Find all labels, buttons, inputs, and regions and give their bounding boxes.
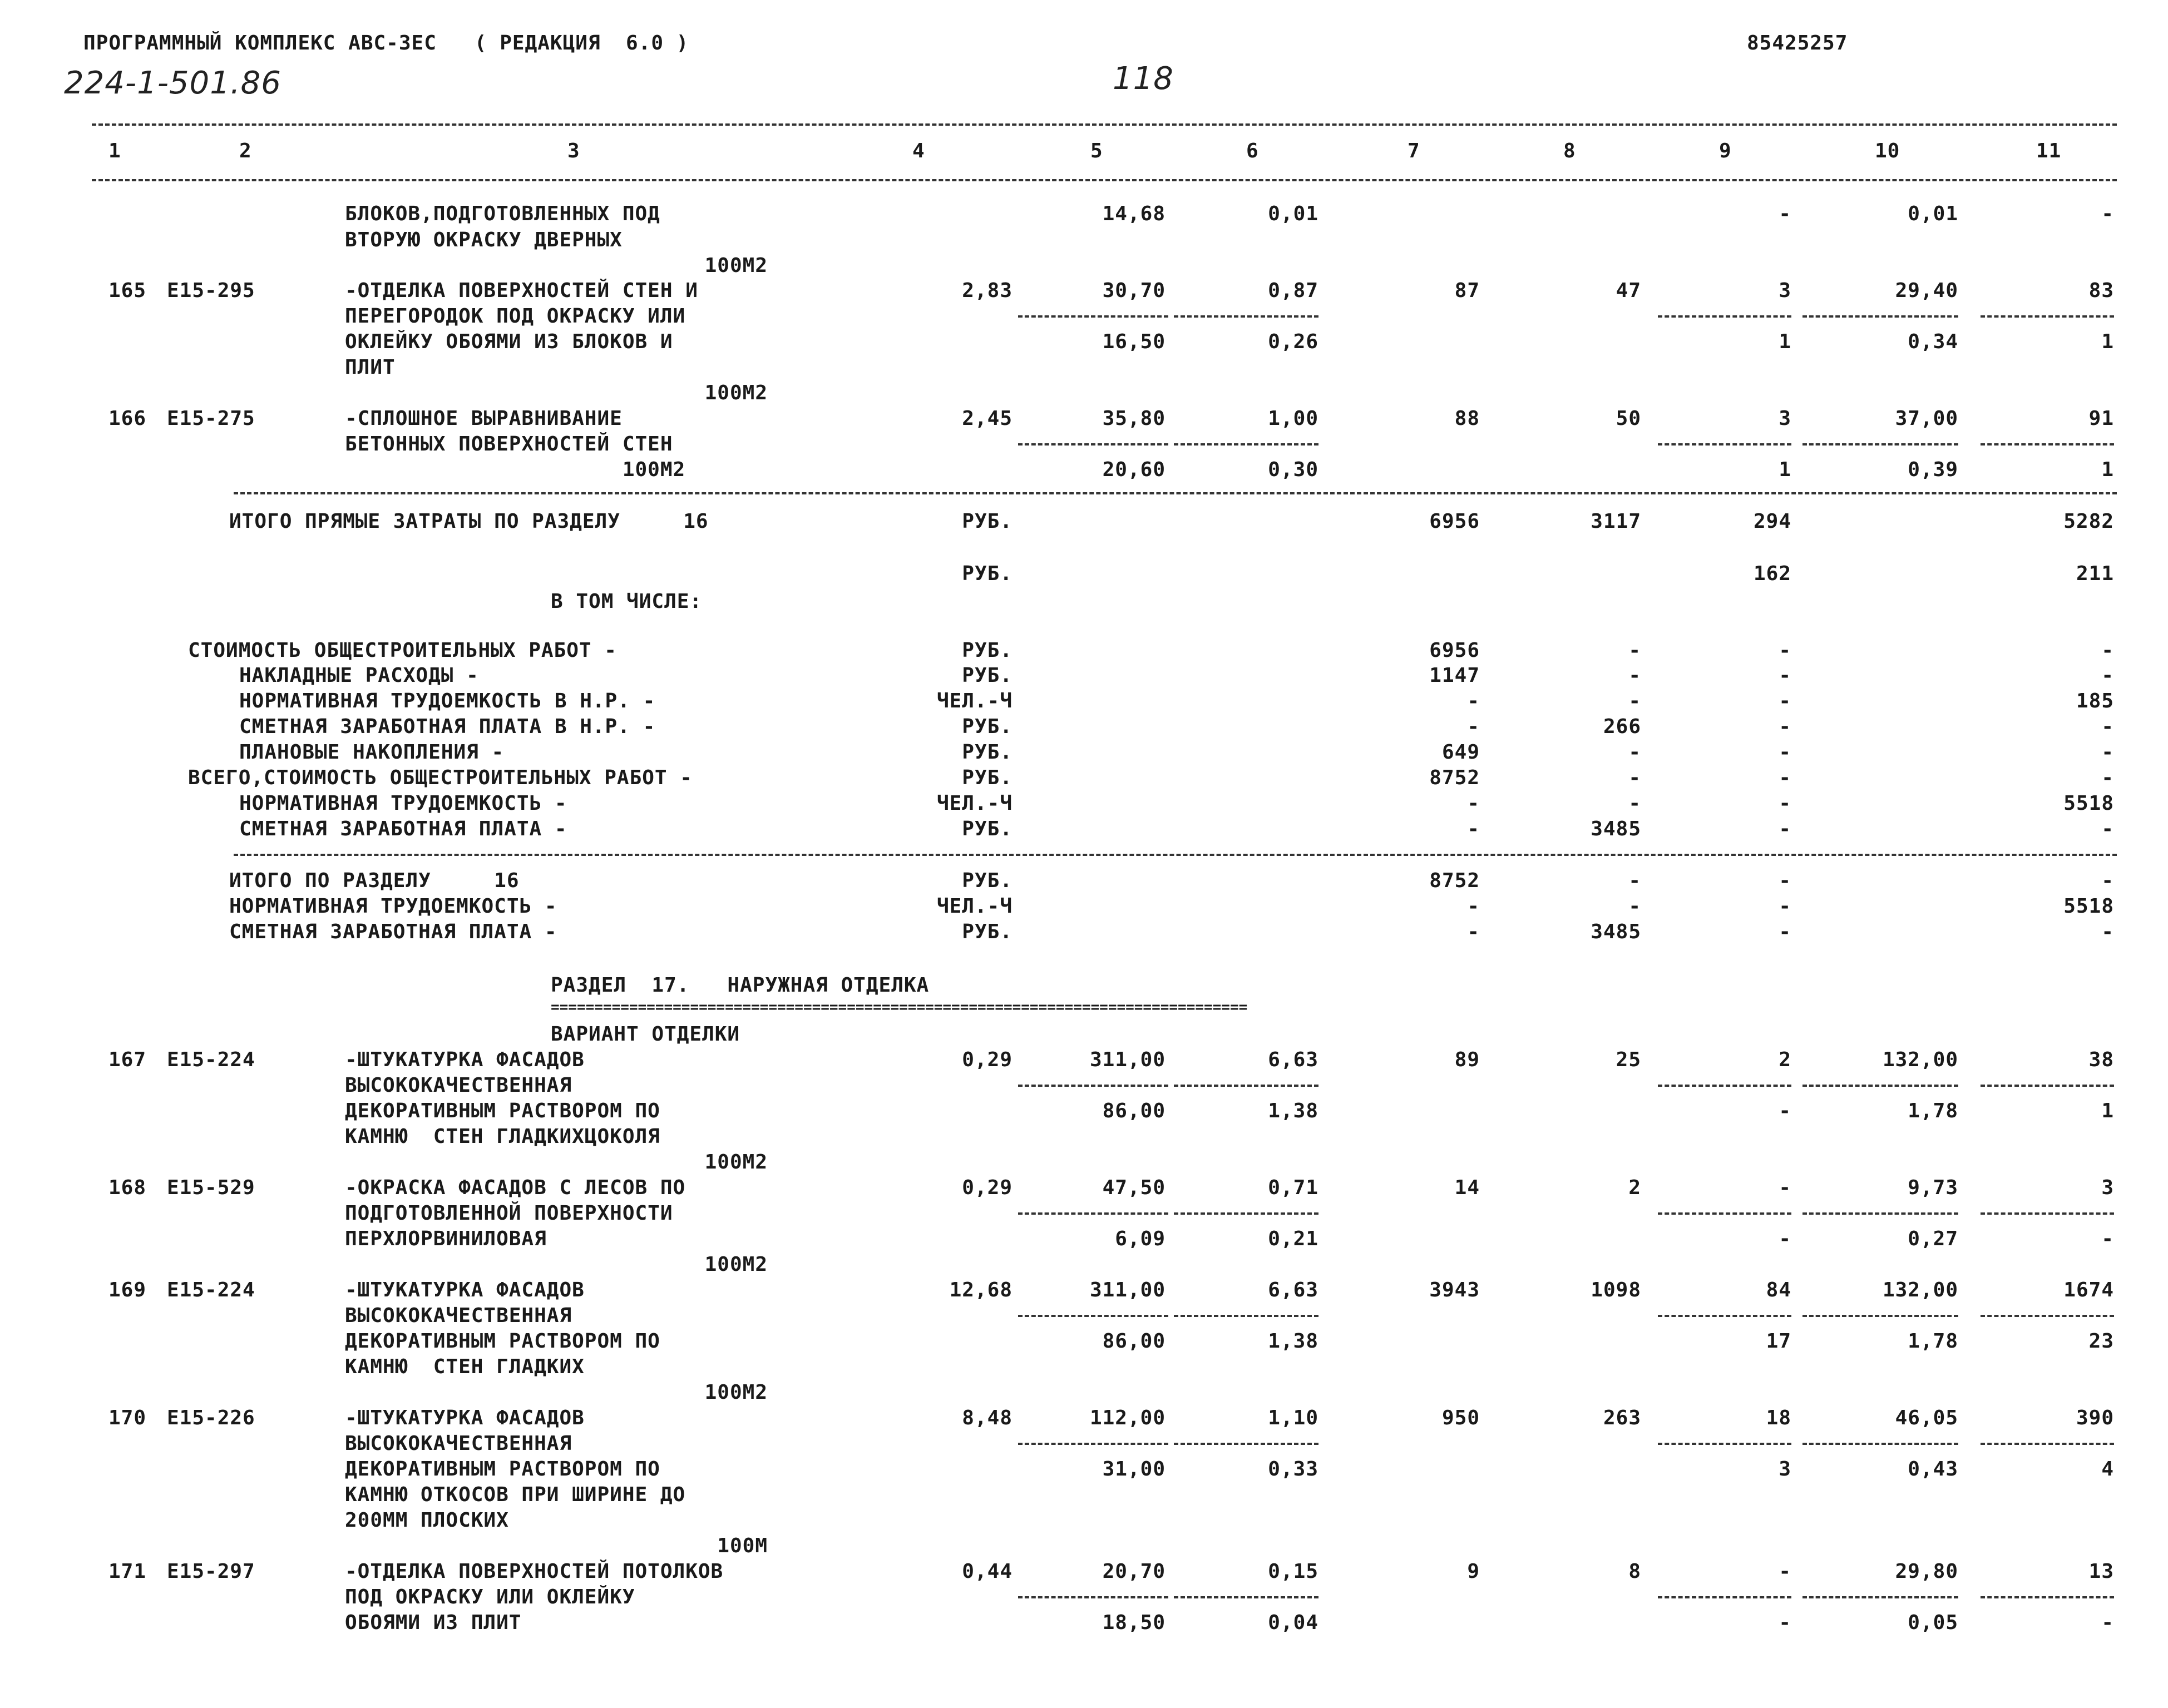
cell-c9: - (1779, 1100, 1791, 1122)
cell-c7: 88 (1454, 407, 1480, 430)
value-separator (1802, 443, 1958, 445)
cell-c9: - (1779, 766, 1791, 789)
cell-c6: 0,21 (1268, 1227, 1318, 1250)
item-number: 170 (108, 1407, 147, 1429)
cell-c6: 0,01 (1268, 202, 1318, 225)
value-separator (1981, 443, 2114, 445)
item-number: 165 (108, 279, 147, 302)
cell-c11: 4 (2101, 1458, 2114, 1481)
cell-c7: 3943 (1429, 1279, 1480, 1301)
value-separator (1018, 1212, 1168, 1215)
cell-c4: 8,48 (962, 1407, 1013, 1429)
cell-c6: 0,26 (1268, 330, 1318, 353)
cell-c5: 20,70 (1102, 1560, 1166, 1583)
summary-label: ПЛАНОВЫЕ НАКОПЛЕНИЯ - (239, 741, 505, 764)
cell-c5: 47,50 (1102, 1176, 1166, 1199)
work-description: -ШТУКАТУРКА ФАСАДОВ (345, 1048, 585, 1071)
cell-c9: 3 (1779, 407, 1791, 430)
column-header-8: 8 (1563, 140, 1576, 162)
document-number: 224-1-501.86 (64, 65, 282, 101)
work-description: ВЫСОКОКАЧЕСТВЕННАЯ (345, 1074, 572, 1097)
cell-c8: 8 (1628, 1560, 1641, 1583)
cell-c7: - (1467, 895, 1480, 918)
cell-c5: 18,50 (1102, 1611, 1166, 1634)
cell-c10: 0,34 (1908, 330, 1958, 353)
cell-c8: 1098 (1591, 1279, 1641, 1301)
value-separator (1174, 1596, 1318, 1598)
cell-c5: 16,50 (1102, 330, 1166, 353)
work-description: ДЕКОРАТИВНЫМ РАСТВОРОМ ПО (345, 1458, 660, 1481)
norm-code: Е15-529 (167, 1176, 255, 1199)
cell-c9: - (1779, 690, 1791, 712)
cell-c8: 266 (1603, 715, 1641, 738)
cell-c4: РУБ. (962, 510, 1013, 533)
total-label: ИТОГО ПРЯМЫЕ ЗАТРАТЫ ПО РАЗДЕЛУ 16 (229, 510, 709, 533)
cell-c7: 6956 (1429, 510, 1480, 533)
column-header-2: 2 (239, 140, 252, 162)
cell-c4: 0,29 (962, 1176, 1013, 1199)
cell-c4: РУБ. (962, 664, 1013, 687)
summary-label: НАКЛАДНЫЕ РАСХОДЫ - (239, 664, 479, 687)
value-separator (1174, 1443, 1318, 1445)
cell-c11: - (2101, 766, 2114, 789)
summary-label: СТОИМОСТЬ ОБЩЕСТРОИТЕЛЬНЫХ РАБОТ - (188, 639, 617, 662)
cell-c9: - (1779, 895, 1791, 918)
item-number: 171 (108, 1560, 147, 1583)
cell-c5: 86,00 (1102, 1330, 1166, 1353)
cell-c7: 950 (1441, 1407, 1480, 1429)
summary-label: НОРМАТИВНАЯ ТРУДОЕМКОСТЬ - (239, 792, 567, 815)
cell-c7: 8752 (1429, 766, 1480, 789)
cell-c11: 185 (2076, 690, 2114, 712)
cell-c7: 89 (1454, 1048, 1480, 1071)
cell-c4: 0,29 (962, 1048, 1013, 1071)
cell-c10: 0,39 (1908, 458, 1958, 481)
cell-c8: 47 (1616, 279, 1641, 302)
cell-c9: - (1779, 639, 1791, 662)
cell-c10: 1,78 (1908, 1330, 1958, 1353)
cell-c9: 3 (1779, 279, 1791, 302)
work-description: ОБОЯМИ ИЗ ПЛИТ (345, 1611, 522, 1634)
work-description: ДЕКОРАТИВНЫМ РАСТВОРОМ ПО (345, 1330, 660, 1353)
cell-c6: 0,71 (1268, 1176, 1318, 1199)
section-divider (234, 492, 2117, 494)
cell-c11: 3 (2101, 1176, 2114, 1199)
work-description: -ОКРАСКА ФАСАДОВ С ЛЕСОВ ПО (345, 1176, 686, 1199)
cell-c9: - (1779, 1611, 1791, 1634)
cell-c8: 3485 (1591, 818, 1641, 840)
cell-c8: 50 (1616, 407, 1641, 430)
cell-c5: 86,00 (1102, 1100, 1166, 1122)
cell-c5: 35,80 (1102, 407, 1166, 430)
summary-label: СМЕТНАЯ ЗАРАБОТНАЯ ПЛАТА - (239, 818, 567, 840)
cell-c11: 83 (2088, 279, 2114, 302)
summary-label: СМЕТНАЯ ЗАРАБОТНАЯ ПЛАТА - (229, 920, 557, 943)
cell-c8: 3117 (1591, 510, 1641, 533)
cell-c9: - (1779, 202, 1791, 225)
cell-c9: 1 (1779, 330, 1791, 353)
cell-c9: 84 (1766, 1279, 1791, 1301)
cell-c11: 13 (2088, 1560, 2114, 1583)
value-separator (1018, 1315, 1168, 1317)
value-separator (1174, 1085, 1318, 1087)
work-description: 100М2 (345, 458, 686, 481)
column-header-6: 6 (1246, 140, 1259, 162)
cell-c9: 17 (1766, 1330, 1791, 1353)
cell-c11: 1 (2101, 458, 2114, 481)
cell-c7: - (1467, 792, 1480, 815)
cell-c10: 29,80 (1895, 1560, 1958, 1583)
value-separator (1018, 1443, 1168, 1445)
cell-c6: 6,63 (1268, 1048, 1318, 1071)
cell-c6: 0,15 (1268, 1560, 1318, 1583)
cell-c9: 2 (1779, 1048, 1791, 1071)
cell-c5: 311,00 (1089, 1048, 1166, 1071)
cell-c4: ЧЕЛ.-Ч (936, 690, 1013, 712)
cell-c6: 1,10 (1268, 1407, 1318, 1429)
page-number: 118 (1113, 61, 1174, 97)
work-description: КАМНЮ ОТКОСОВ ПРИ ШИРИНЕ ДО (345, 1483, 686, 1506)
work-description: -ШТУКАТУРКА ФАСАДОВ (345, 1407, 585, 1429)
cell-c8: 263 (1603, 1407, 1641, 1429)
cell-c11: - (2101, 1611, 2114, 1634)
cell-c8: 2 (1628, 1176, 1641, 1199)
value-separator (1802, 315, 1958, 318)
column-header-10: 10 (1875, 140, 1900, 162)
item-number: 166 (108, 407, 147, 430)
section-divider (234, 854, 2117, 856)
cell-c4: РУБ. (962, 715, 1013, 738)
summary-label: НОРМАТИВНАЯ ТРУДОЕМКОСТЬ - (229, 895, 557, 918)
item-number: 169 (108, 1279, 147, 1301)
unit-label: 100М2 (704, 1151, 768, 1174)
cell-c9: - (1779, 1176, 1791, 1199)
cell-c4: РУБ. (962, 741, 1013, 764)
unit-label: 100М (717, 1534, 768, 1557)
cell-c6: 1,00 (1268, 407, 1318, 430)
cell-c11: 211 (2076, 562, 2114, 585)
cell-c7: - (1467, 690, 1480, 712)
cell-c9: - (1779, 818, 1791, 840)
column-header-1: 1 (108, 140, 121, 162)
cell-c11: - (2101, 715, 2114, 738)
cell-c7: 14 (1454, 1176, 1480, 1199)
value-separator (1981, 1443, 2114, 1445)
unit-label: 100М2 (704, 254, 768, 277)
cell-c11: - (2101, 1227, 2114, 1250)
work-description: БЕТОННЫХ ПОВЕРХНОСТЕЙ СТЕН (345, 433, 673, 456)
cell-c11: - (2101, 664, 2114, 687)
work-description: -СПЛОШНОЕ ВЫРАВНИВАНИЕ (345, 407, 623, 430)
cell-c8: - (1628, 639, 1641, 662)
cell-c11: - (2101, 639, 2114, 662)
cell-c5: 6,09 (1115, 1227, 1166, 1250)
value-separator (1658, 1443, 1791, 1445)
column-header-3: 3 (567, 140, 580, 162)
summary-label: СМЕТНАЯ ЗАРАБОТНАЯ ПЛАТА В Н.Р. - (239, 715, 656, 738)
section-heading: ВАРИАНТ ОТДЕЛКИ (551, 1023, 740, 1046)
cell-c7: 8752 (1429, 869, 1480, 892)
cell-c11: - (2101, 869, 2114, 892)
cell-c4: РУБ. (962, 869, 1013, 892)
cell-c9: - (1779, 741, 1791, 764)
cell-c6: 0,87 (1268, 279, 1318, 302)
value-separator (1802, 1085, 1958, 1087)
cell-c6: 1,38 (1268, 1100, 1318, 1122)
value-separator (1018, 1085, 1168, 1087)
cell-c11: - (2101, 818, 2114, 840)
cell-c9: 294 (1753, 510, 1791, 533)
cell-c4: РУБ. (962, 818, 1013, 840)
cell-c4: РУБ. (962, 562, 1013, 585)
value-separator (1658, 1085, 1791, 1087)
cell-c4: ЧЕЛ.-Ч (936, 792, 1013, 815)
work-description: КАМНЮ СТЕН ГЛАДКИХЦОКОЛЯ (345, 1125, 660, 1148)
cell-c11: 1 (2101, 330, 2114, 353)
cell-c9: 162 (1753, 562, 1791, 585)
work-description: КАМНЮ СТЕН ГЛАДКИХ (345, 1355, 585, 1378)
cell-c5: 20,60 (1102, 458, 1166, 481)
cell-c11: - (2101, 920, 2114, 943)
value-separator (1981, 1085, 2114, 1087)
cell-c10: 46,05 (1895, 1407, 1958, 1429)
section-heading: РАЗДЕЛ 17. НАРУЖНАЯ ОТДЕЛКА (551, 974, 930, 997)
unit-label: 100М2 (704, 1381, 768, 1404)
cell-c5: 14,68 (1102, 202, 1166, 225)
work-description: ПЕРЕГОРОДОК ПОД ОКРАСКУ ИЛИ (345, 305, 686, 328)
cell-c4: 0,44 (962, 1560, 1013, 1583)
summary-label: ВСЕГО,СТОИМОСТЬ ОБЩЕСТРОИТЕЛЬНЫХ РАБОТ - (188, 766, 693, 789)
cell-c10: 9,73 (1908, 1176, 1958, 1199)
unit-label: 100М2 (704, 1253, 768, 1276)
work-description: ВЫСОКОКАЧЕСТВЕННАЯ (345, 1432, 572, 1455)
cell-c9: - (1779, 715, 1791, 738)
norm-code: Е15-295 (167, 279, 255, 302)
cell-c11: - (2101, 202, 2114, 225)
cell-c10: 1,78 (1908, 1100, 1958, 1122)
work-description: ВЫСОКОКАЧЕСТВЕННАЯ (345, 1304, 572, 1327)
value-separator (1658, 1596, 1791, 1598)
cell-c5: 31,00 (1102, 1458, 1166, 1481)
cell-c7: 87 (1454, 279, 1480, 302)
cell-c6: 1,38 (1268, 1330, 1318, 1353)
work-description: ПОД ОКРАСКУ ИЛИ ОКЛЕЙКУ (345, 1586, 635, 1608)
column-header-11: 11 (2036, 140, 2062, 162)
cell-c4: 2,83 (962, 279, 1013, 302)
item-number: 168 (108, 1176, 147, 1199)
cell-c7: - (1467, 920, 1480, 943)
column-header-5: 5 (1090, 140, 1103, 162)
cell-c9: - (1779, 869, 1791, 892)
cell-c10: 132,00 (1882, 1279, 1958, 1301)
value-separator (1658, 1212, 1791, 1215)
cell-c11: 1674 (2063, 1279, 2114, 1301)
cell-c11: 1 (2101, 1100, 2114, 1122)
cell-c7: 6956 (1429, 639, 1480, 662)
work-description: ДЕКОРАТИВНЫМ РАСТВОРОМ ПО (345, 1100, 660, 1122)
cell-c5: 112,00 (1089, 1407, 1166, 1429)
cell-c11: - (2101, 741, 2114, 764)
work-description: -ОТДЕЛКА ПОВЕРХНОСТЕЙ СТЕН И (345, 279, 698, 302)
cell-c11: 23 (2088, 1330, 2114, 1353)
value-separator (1802, 1315, 1958, 1317)
value-separator (1658, 315, 1791, 318)
norm-code: Е15-275 (167, 407, 255, 430)
program-header: ПРОГРАММНЫЙ КОМПЛЕКС АВС-ЗЕС ( РЕДАКЦИЯ 6.0 ) (83, 32, 689, 55)
header-bottom-divider (92, 179, 2117, 181)
cell-c9: - (1779, 920, 1791, 943)
work-description: ПОДГОТОВЛЕННОЙ ПОВЕРХНОСТИ (345, 1202, 673, 1225)
value-separator (1018, 315, 1168, 318)
summary-label: ИТОГО ПО РАЗДЕЛУ 16 (229, 869, 520, 892)
cell-c7: 649 (1441, 741, 1480, 764)
cell-c5: 311,00 (1089, 1279, 1166, 1301)
cell-c11: 5518 (2063, 895, 2114, 918)
column-header-4: 4 (912, 140, 925, 162)
cell-c6: 0,30 (1268, 458, 1318, 481)
value-separator (1981, 1315, 2114, 1317)
work-description: 200ММ ПЛОСКИХ (345, 1509, 509, 1532)
summary-label: НОРМАТИВНАЯ ТРУДОЕМКОСТЬ В Н.Р. - (239, 690, 656, 712)
work-description: ПЕРХЛОРВИНИЛОВАЯ (345, 1227, 547, 1250)
value-separator (1174, 315, 1318, 318)
cell-c10: 29,40 (1895, 279, 1958, 302)
cell-c9: 3 (1779, 1458, 1791, 1481)
norm-code: Е15-224 (167, 1048, 255, 1071)
item-number: 167 (108, 1048, 147, 1071)
value-separator (1802, 1596, 1958, 1598)
work-description: ВТОРУЮ ОКРАСКУ ДВЕРНЫХ (345, 229, 623, 251)
cell-c8: - (1628, 895, 1641, 918)
cell-c9: - (1779, 792, 1791, 815)
cell-c7: - (1467, 818, 1480, 840)
cell-c8: - (1628, 766, 1641, 789)
cell-c8: 25 (1616, 1048, 1641, 1071)
cell-c5: 30,70 (1102, 279, 1166, 302)
cell-c10: 0,27 (1908, 1227, 1958, 1250)
value-separator (1802, 1212, 1958, 1215)
work-description: -ОТДЕЛКА ПОВЕРХНОСТЕЙ ПОТОЛКОВ (345, 1560, 724, 1583)
cell-c9: - (1779, 1560, 1791, 1583)
cell-c8: - (1628, 741, 1641, 764)
cell-c11: 5282 (2063, 510, 2114, 533)
cell-c6: 6,63 (1268, 1279, 1318, 1301)
column-header-9: 9 (1719, 140, 1732, 162)
cell-c10: 0,05 (1908, 1611, 1958, 1634)
cell-c6: 0,04 (1268, 1611, 1318, 1634)
value-separator (1174, 1212, 1318, 1215)
document-code: 85425257 (1747, 32, 1848, 55)
value-separator (1018, 1596, 1168, 1598)
cell-c9: 18 (1766, 1407, 1791, 1429)
work-description: ПЛИТ (345, 356, 396, 379)
cell-c4: 12,68 (949, 1279, 1013, 1301)
cell-c11: 91 (2088, 407, 2114, 430)
section-heading: В ТОМ ЧИСЛЕ: (551, 590, 703, 613)
value-separator (1018, 443, 1168, 445)
value-separator (1981, 1596, 2114, 1598)
work-description: ОКЛЕЙКУ ОБОЯМИ ИЗ БЛОКОВ И (345, 330, 673, 353)
cell-c9: 1 (1779, 458, 1791, 481)
cell-c11: 5518 (2063, 792, 2114, 815)
value-separator (1174, 443, 1318, 445)
norm-code: Е15-226 (167, 1407, 255, 1429)
header-top-divider (92, 123, 2117, 126)
cell-c9: - (1779, 1227, 1791, 1250)
cell-c4: РУБ. (962, 920, 1013, 943)
cell-c7: 1147 (1429, 664, 1480, 687)
cell-c4: ЧЕЛ.-Ч (936, 895, 1013, 918)
cell-c11: 390 (2076, 1407, 2114, 1429)
cell-c7: - (1467, 715, 1480, 738)
cell-c10: 37,00 (1895, 407, 1958, 430)
value-separator (1658, 443, 1791, 445)
value-separator (1802, 1443, 1958, 1445)
cell-c8: - (1628, 664, 1641, 687)
cell-c8: 3485 (1591, 920, 1641, 943)
cell-c10: 0,43 (1908, 1458, 1958, 1481)
cell-c11: 38 (2088, 1048, 2114, 1071)
cell-c4: РУБ. (962, 639, 1013, 662)
cell-c8: - (1628, 690, 1641, 712)
value-separator (1981, 1212, 2114, 1215)
norm-code: Е15-224 (167, 1279, 255, 1301)
work-description: БЛОКОВ,ПОДГОТОВЛЕННЫХ ПОД (345, 202, 660, 225)
cell-c8: - (1628, 869, 1641, 892)
cell-c4: 2,45 (962, 407, 1013, 430)
cell-c10: 132,00 (1882, 1048, 1958, 1071)
column-header-7: 7 (1408, 140, 1420, 162)
heading-underline: ================================================================================ (551, 999, 1248, 1016)
norm-code: Е15-297 (167, 1560, 255, 1583)
cell-c7: 9 (1467, 1560, 1480, 1583)
value-separator (1981, 315, 2114, 318)
cell-c10: 0,01 (1908, 202, 1958, 225)
work-description: -ШТУКАТУРКА ФАСАДОВ (345, 1279, 585, 1301)
value-separator (1174, 1315, 1318, 1317)
cell-c8: - (1628, 792, 1641, 815)
cell-c6: 0,33 (1268, 1458, 1318, 1481)
cell-c9: - (1779, 664, 1791, 687)
cell-c4: РУБ. (962, 766, 1013, 789)
value-separator (1658, 1315, 1791, 1317)
unit-label: 100М2 (704, 382, 768, 404)
